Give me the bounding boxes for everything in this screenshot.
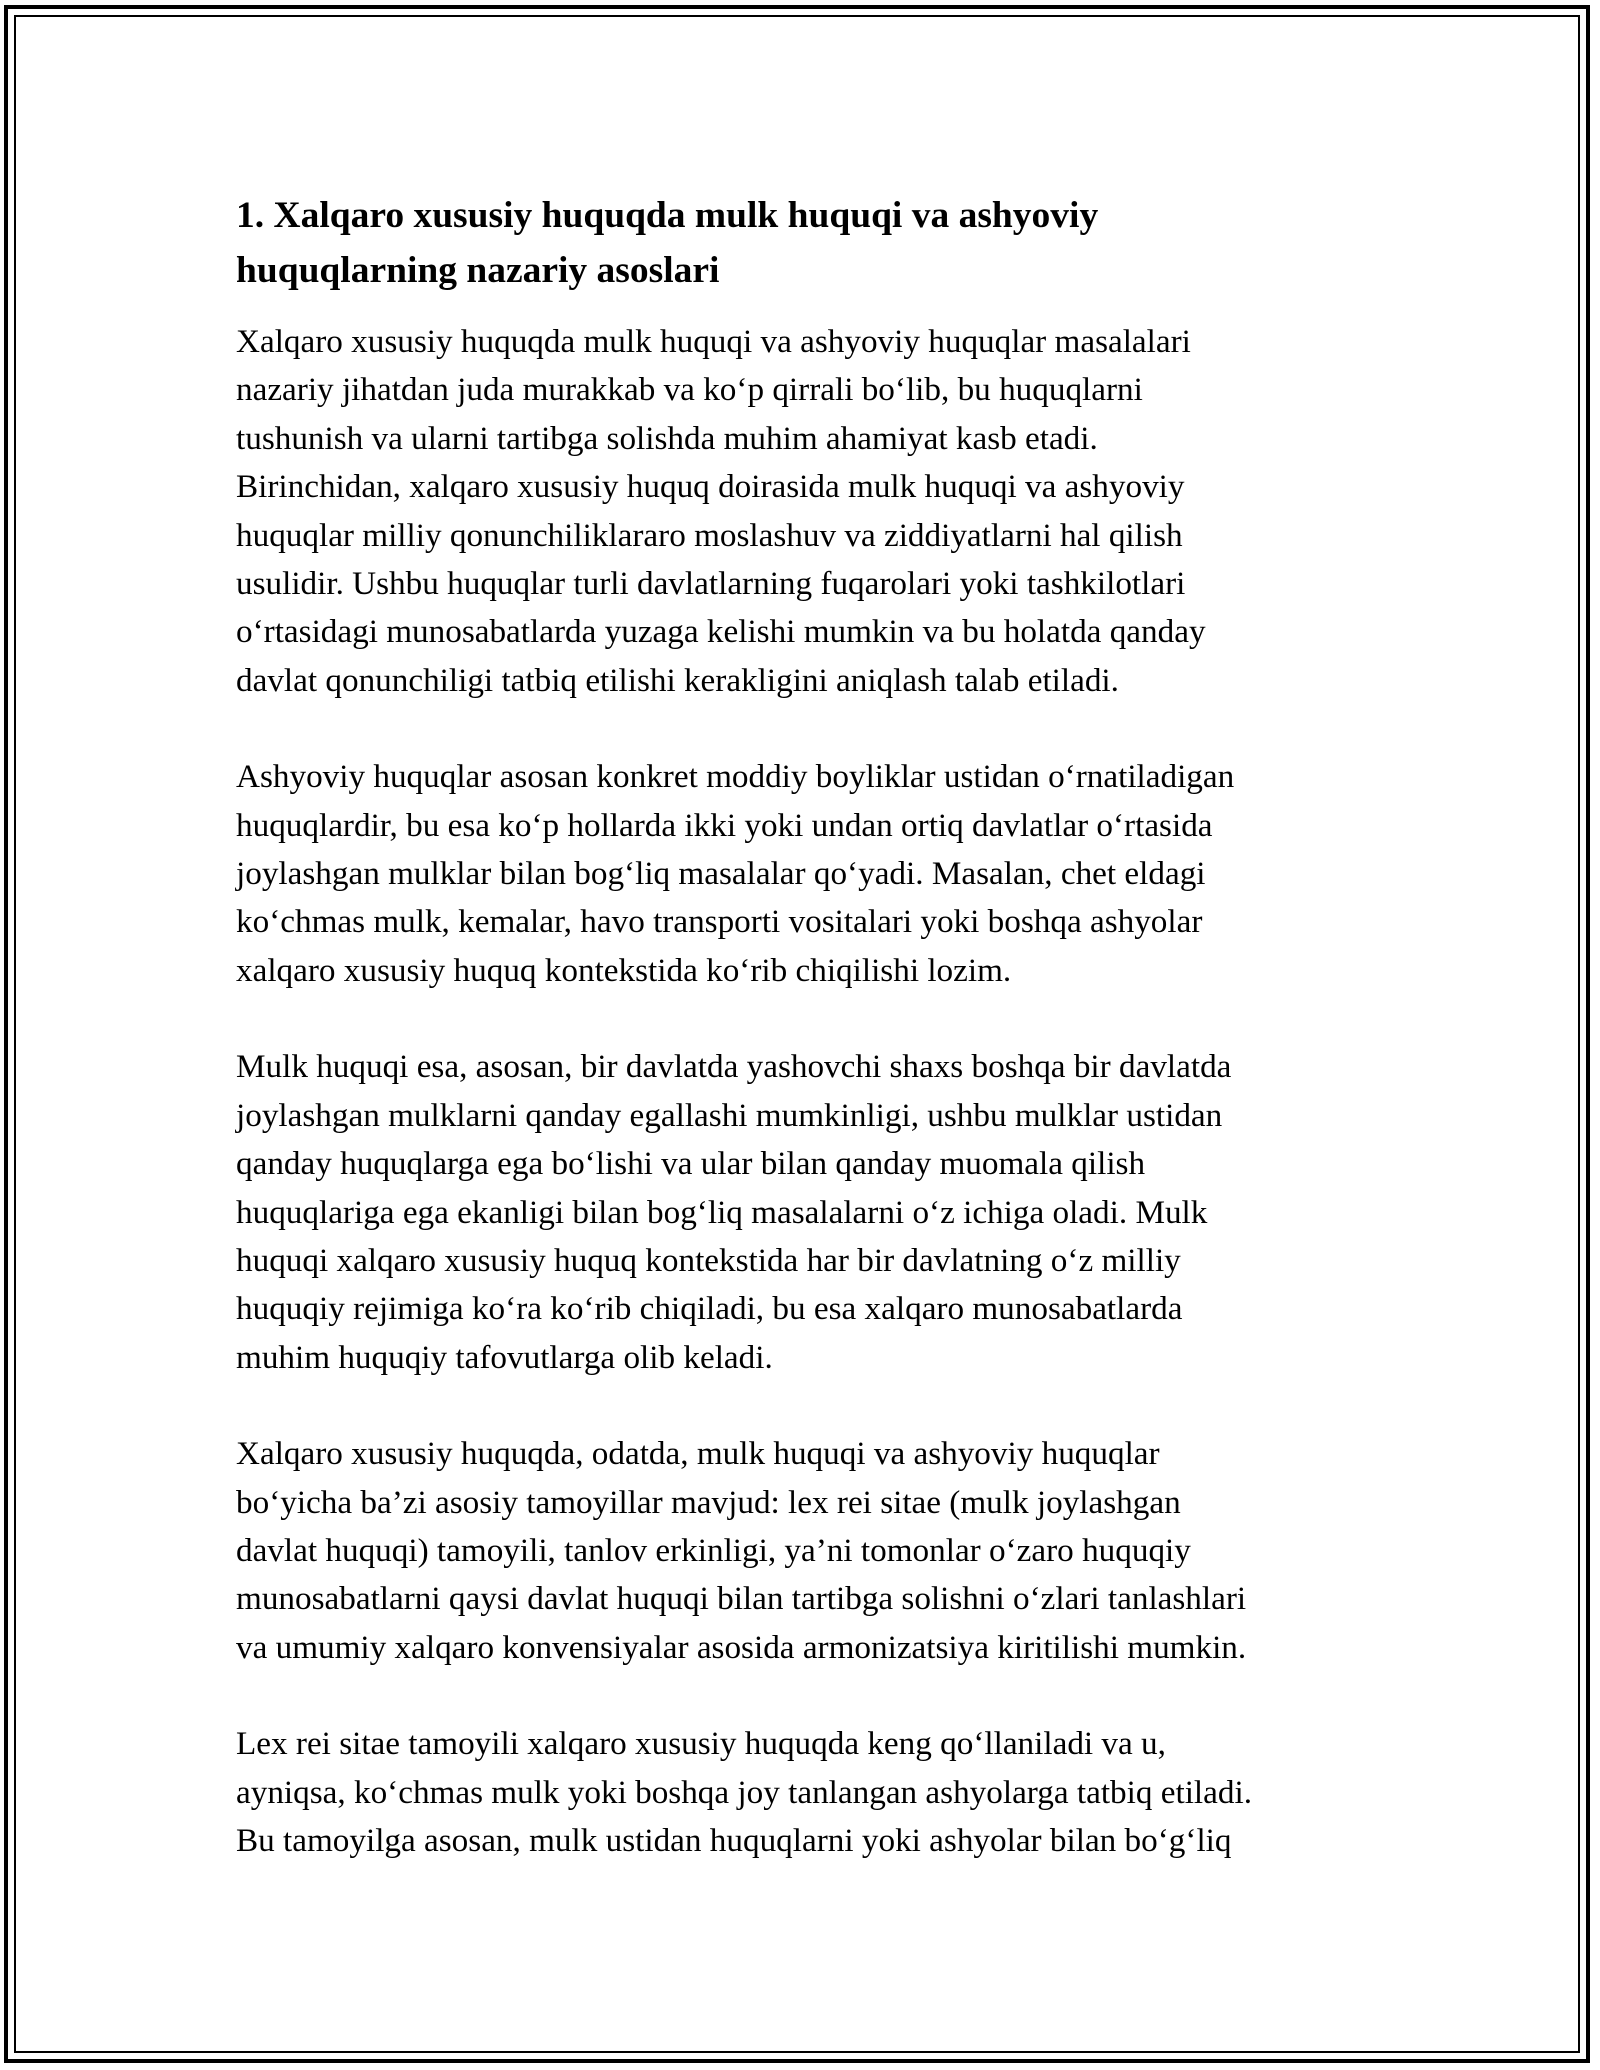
heading-line: 1. Xalqaro xususiy huquqda mulk huquqi va ashyoviy xyxy=(236,195,1099,236)
text-line: huquqiy rejimiga ko‘ra ko‘rib chiqiladi, bu esa xalqaro munosabatlarda xyxy=(236,1290,1183,1328)
text-line: huquqlardir, bu esa ko‘p hollarda ikki yoki undan ortiq davlatlar o‘rtasida xyxy=(236,806,1213,844)
paragraph-4 xyxy=(236,1430,1366,1672)
text-line: davlat huquqi) tamoyili, tanlov erkinligi, ya’ni tomonlar o‘zaro huquqiy xyxy=(236,1531,1191,1569)
text-line: qanday huquqlarga ega bo‘lishi va ular bilan qanday muomala qilish xyxy=(236,1145,1146,1183)
text-line: huquqlariga ega ekanligi bilan bog‘liq masalalarni o‘z ichiga oladi. Mulk xyxy=(236,1193,1208,1231)
text-line: xalqaro xususiy huquq kontekstida ko‘rib chiqilishi lozim. xyxy=(236,951,1012,989)
text-line: bo‘yicha ba’zi asosiy tamoyillar mavjud: lex rei sitae (mulk joylashgan xyxy=(236,1483,1181,1521)
text-line: Ashyoviy huquqlar asosan konkret moddiy boyliklar ustidan o‘rnatiladigan xyxy=(236,758,1235,796)
text-line: huquqlar milliy qonunchiliklararo moslashuv va ziddiyatlarni hal qilish xyxy=(236,516,1183,554)
paragraph-3 xyxy=(236,1043,1366,1382)
text-line: Mulk huquqi esa, asosan, bir davlatda yashovchi shaxs boshqa bir davlatda xyxy=(236,1048,1232,1086)
paragraph-5 xyxy=(236,1720,1366,1865)
paragraph-2 xyxy=(236,753,1366,995)
text-line: muhim huquqiy tafovutlarga olib keladi. xyxy=(236,1338,773,1376)
section-heading xyxy=(236,188,1366,298)
text-line: Xalqaro xususiy huquqda mulk huquqi va ashyoviy huquqlar masalalari xyxy=(236,323,1191,360)
text-line: davlat qonunchiligi tatbiq etilishi kerakligini aniqlash talab etiladi. xyxy=(236,661,1119,699)
text-line: joylashgan mulklar bilan bog‘liq masalalar qo‘yadi. Masalan, chet eldagi xyxy=(236,855,1206,893)
paragraph-1 xyxy=(236,318,1366,705)
text-line: ayniqsa, ko‘chmas mulk yoki boshqa joy tanlangan ashyolarga tatbiq etiladi. xyxy=(236,1773,1252,1811)
document-body xyxy=(236,188,1366,1913)
text-line: nazariy jihatdan juda murakkab va ko‘p qirrali bo‘lib, bu huquqlarni xyxy=(236,371,1143,409)
text-line: Lex rei sitae tamoyili xalqaro xususiy huquqda keng qo‘llaniladi va u, xyxy=(236,1725,1166,1763)
text-line: Xalqaro xususiy huquqda, odatda, mulk huquqi va ashyoviy huquqlar xyxy=(236,1435,1160,1473)
text-line: o‘rtasidagi munosabatlarda yuzaga kelishi mumkin va bu holatda qanday xyxy=(236,613,1206,651)
text-line: Bu tamoyilga asosan, mulk ustidan huquqlarni yoki ashyolar bilan bo‘g‘liq xyxy=(236,1821,1232,1859)
heading-line: huquqlarning nazariy asoslari xyxy=(236,250,720,291)
text-line: ko‘chmas mulk, kemalar, havo transporti vositalari yoki boshqa ashyolar xyxy=(236,903,1203,941)
text-line: Birinchidan, xalqaro xususiy huquq doirasida mulk huquqi va ashyoviy xyxy=(236,468,1185,506)
text-line: tushunish va ularni tartibga solishda muhim ahamiyat kasb etadi. xyxy=(236,419,1098,457)
text-line: huquqi xalqaro xususiy huquq kontekstida har bir davlatning o‘z milliy xyxy=(236,1241,1181,1279)
text-line: va umumiy xalqaro konvensiyalar asosida armonizatsiya kiritilishi mumkin. xyxy=(236,1628,1247,1666)
text-line: munosabatlarni qaysi davlat huquqi bilan tartibga solishni o‘zlari tanlashlari xyxy=(236,1580,1247,1618)
text-line: usulidir. Ushbu huquqlar turli davlatlarning fuqarolari yoki tashkilotlari xyxy=(236,565,1186,603)
text-line: joylashgan mulklarni qanday egallashi mumkinligi, ushbu mulklar ustidan xyxy=(236,1096,1223,1134)
